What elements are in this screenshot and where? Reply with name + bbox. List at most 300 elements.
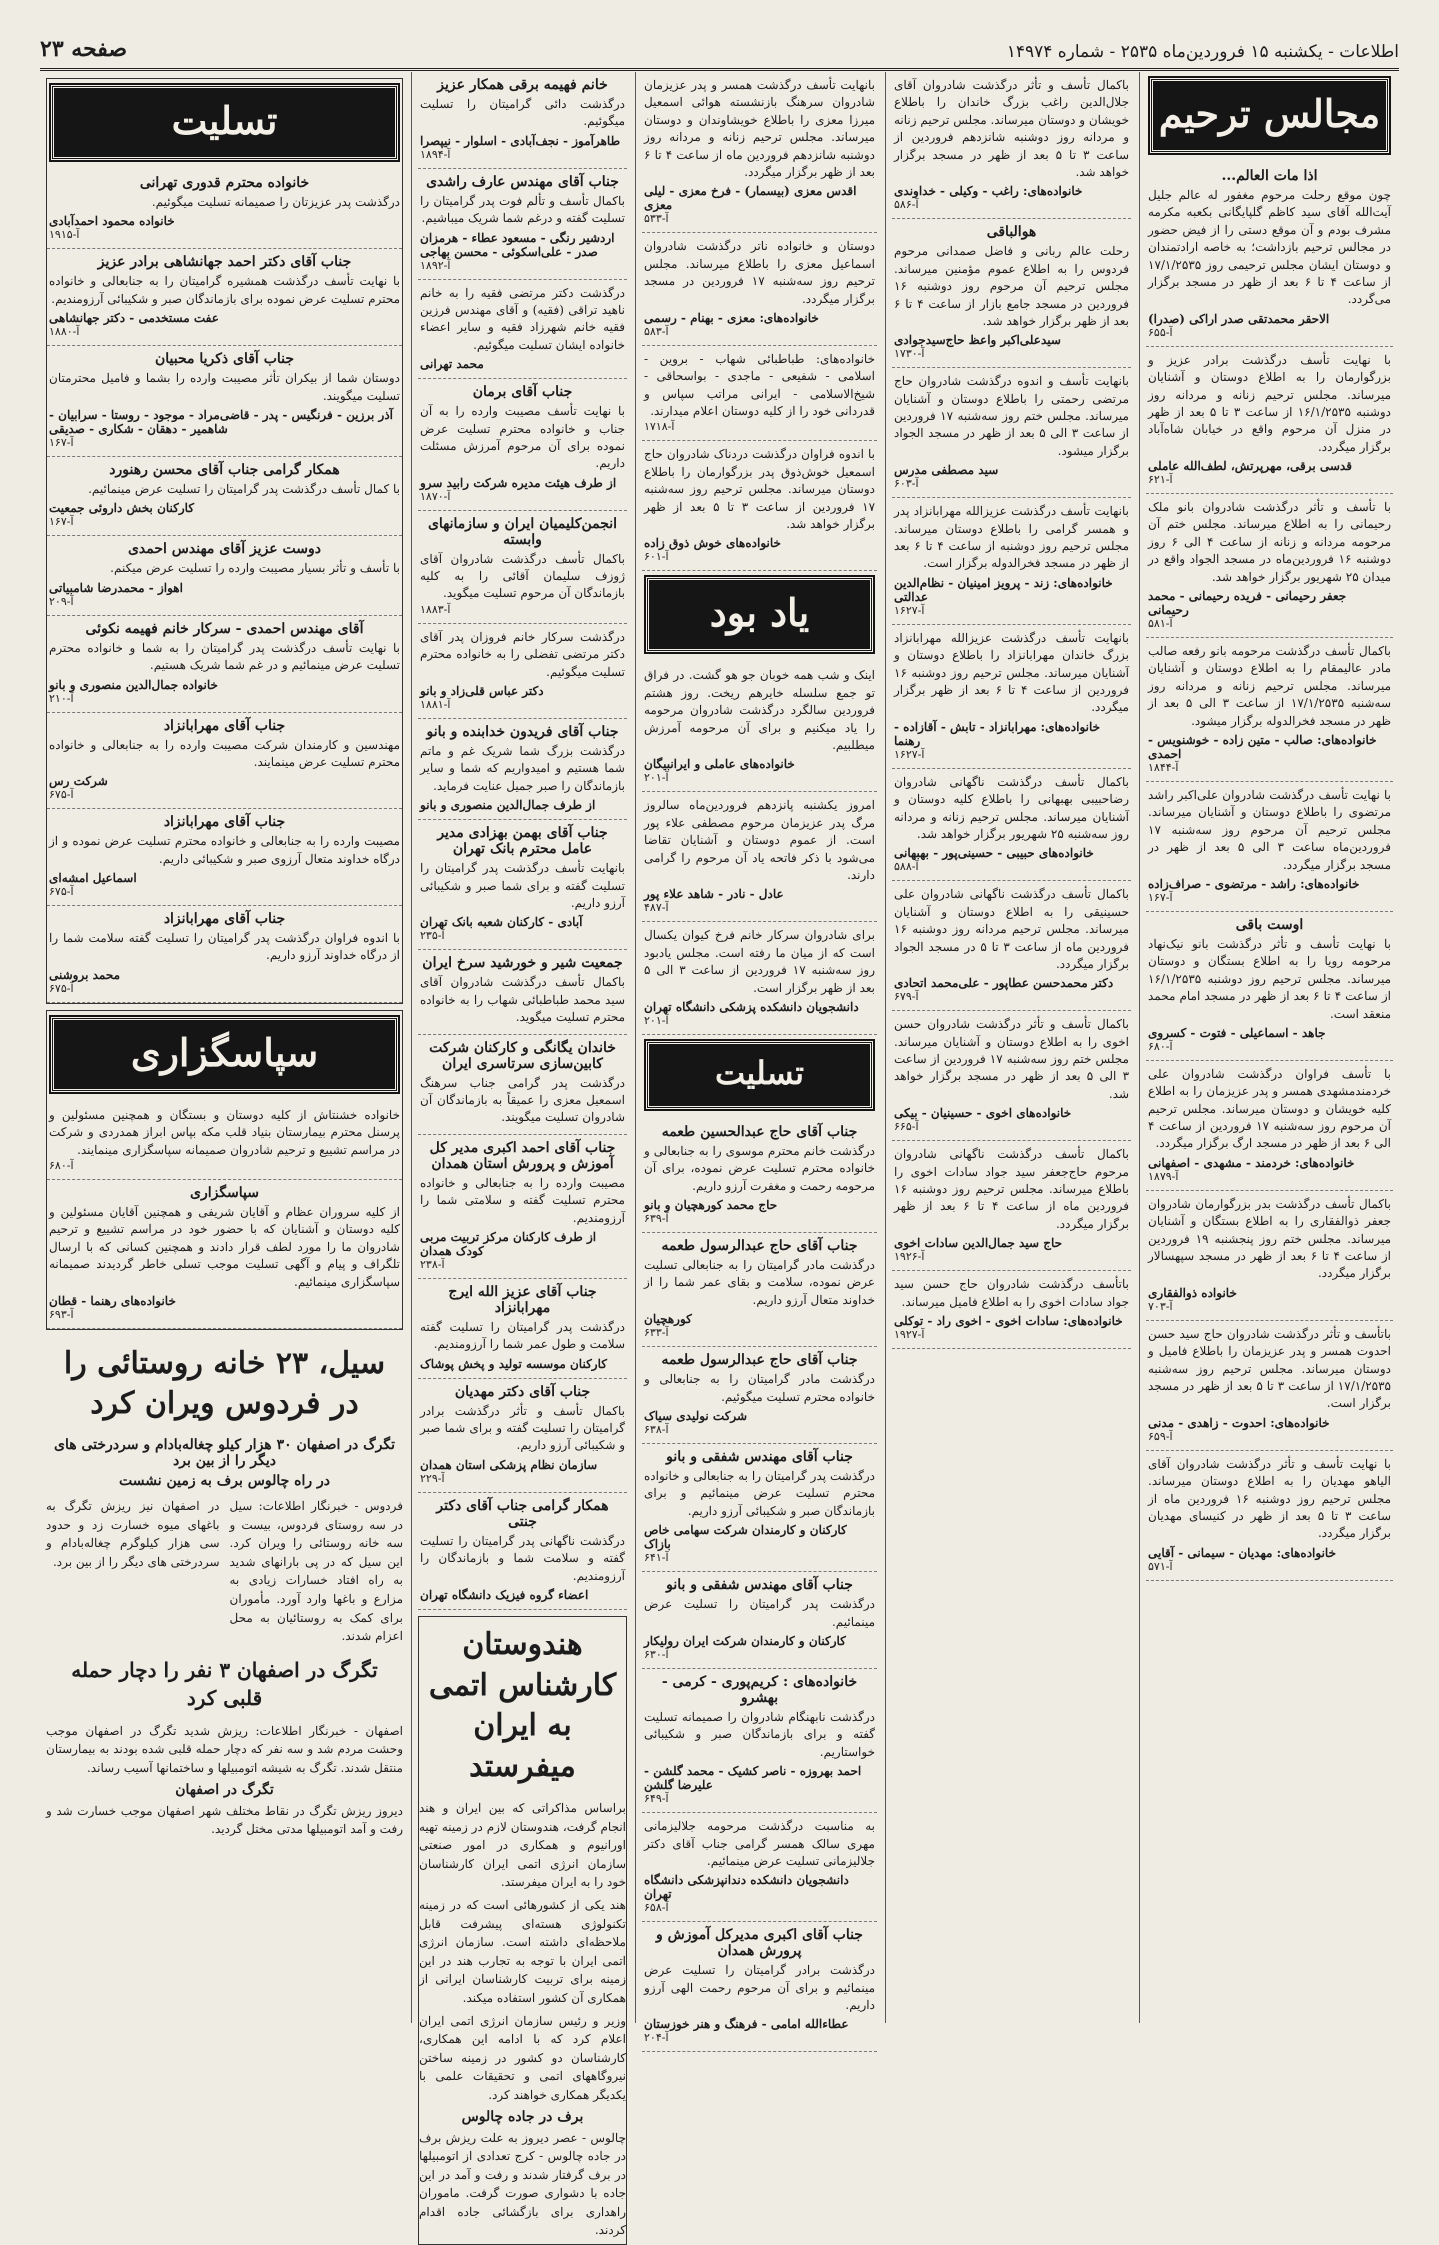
notice-signature: اسماعیل امشه‌ای	[49, 871, 137, 886]
notice-body: درگذشت سرکار خانم فروزان پدر آقای دکتر مرتضی تفضلی را به خانواده محترم تسلیت میگوئیم.	[420, 629, 625, 679]
notice	[892, 368, 1131, 498]
notice-code: آ-۱۹۱۵	[49, 228, 80, 242]
notice	[418, 1279, 627, 1379]
news-article	[418, 1616, 627, 2245]
notice-body: باکمال تأسف درگذشت مرحومه بانو رفعه صالب مادر عالیمقام را به اطلاع دوستان و آشنایان میرساند. مجلس ترحیم زنانه و مردانه روز سه‌شنبه ۱۷/۱/۲۵۳۵ از ساعت ۳ الی ۵ بعد از ظهر در مسجد فخرالدوله برگزار میشود.	[1148, 644, 1391, 728]
notice-code: آ-۱۸۷۹	[1148, 1169, 1179, 1183]
notice-signature: خانواده‌های: صالب - متین زاده - خوشنویس - احمدی	[1148, 732, 1377, 761]
notice-code: آ-۱۶۲۷	[894, 603, 925, 617]
notice	[892, 1141, 1131, 1271]
notice-signature: الاحقر محمدتقی صدر اراکی (صدرا)	[1148, 311, 1330, 326]
notice-body: درگذشت مادر گرامیتان را به جنابعالی و خانواده محترم تسلیت میگوئیم.	[644, 1372, 875, 1404]
notice-body: با اندوه فراوان درگذشت پدر گرامیتان را تسلیت گفته سلامت شما را از درگاه خداوند آرزو داریم.	[49, 931, 400, 963]
notice-body: باکمال تأسف و تأثر درگذشت برادر گرامیتان را تسلیت گفته و برای شما صبر و شکیبائی آرزو داریم.	[420, 1403, 625, 1453]
notice-code: آ-۱۸۴۴	[1148, 760, 1179, 774]
notice-body: باکمال تأسف درگذشت ناگهانی شادروان رضا‌حبیبی بهبهانی را باطلاع کلیه دوستان و آشنایان میرساند. مجلس ترحیم زنانه و مردانه روز سه‌شنبه ۲۵ شهریور برگزار خواهد شد.	[894, 774, 1129, 841]
notice-body: با نهایت تأسف و تأثر درگذشت شادروان آقای الیاهو مهدیان را به اطلاع دوستان میرساند. مجلس ترحیم روز دوشنبه ۱۶ فروردین ماه از ساعت ۳ تا ۵ بعد از ظهر در کنیسای مهدیان برگزار میگردد.	[1148, 1456, 1392, 1541]
notice-body: دوستان شما از بیکران تأثر مصیبت وارده را بشما و فامیل محترمتان تسلیت میگویند.	[49, 371, 400, 403]
notice-signature: دانشجویان دانشکده پزشکی دانشگاه تهران	[644, 999, 859, 1014]
notice	[47, 713, 402, 810]
notice	[642, 792, 877, 922]
notice-code: آ-۶۵۹	[1148, 1429, 1173, 1443]
article-body	[46, 1493, 403, 1650]
notice-signature: خانواده‌های رهنما - قطان	[49, 1293, 176, 1308]
notice-code: آ-۱۶۷	[49, 435, 74, 449]
notice	[892, 881, 1131, 1011]
notice	[47, 906, 402, 1003]
notice-signature: عادل - نادر - شاهد علاء پور	[644, 887, 784, 902]
notice-body: درگذشت برادر گرامیتان را تسلیت عرض مینمائیم و برای آن مرحوم رحمت الهی آرزو داریم.	[644, 1963, 875, 2013]
notice-body: با تأسف فراوان درگذشت شادروان علی ‌خردمندمشهدی همسر و پدر عزیزمان را به اطلاع کلیه خویشان و دوستان میرساند. مجلس ترحیم آن مرحوم روز سه‌شنبه ۱۷ فروردین از ساعت ۴ الی ۶ بعد از ظهر در مسجد ارگ برگزار میگردد.	[1148, 1066, 1392, 1151]
notice-body: درگذشت خانم محترم موسوی را به جنابعالی و خانواده محترم تسلیت عرض نموده، برای آن مرحومه رحمت و مغفرت آرزو داریم.	[644, 1143, 875, 1193]
notice	[642, 1813, 877, 1922]
notice-signature: خانواده‌های عاملی و ایرانبیگان	[644, 757, 795, 772]
notice-title: اذا مات العالم...	[1221, 168, 1318, 184]
notice-list	[47, 170, 402, 1003]
notice	[1146, 638, 1393, 782]
paper-info: اطلاعات - یکشنبه ۱۵ فروردین‌ماه ۲۵۳۵ - شماره ۱۴۹۷۴	[1006, 42, 1399, 62]
notice-signature: سازمان نظام پزشکی استان همدان	[420, 1457, 598, 1472]
notice	[1146, 1451, 1393, 1581]
notice-title: جناب آقای بهمن بهزادی مدیر عامل محترم بانک تهران	[437, 825, 608, 858]
notice-signature: خانواده محمود احمدآبادی	[49, 214, 175, 229]
notice-code: آ-۶۳۹	[644, 1212, 669, 1226]
notice-body: بانهایت تأسف و اندوه درگذشت شادروان حاج مرتضی رحمتی را باطلاع دوستان و آشنایان میرساند. مجلس ختم روز سه‌شنبه ۱۷ فروردین از ساعت ۳ الی ۵ بعد از ظهر در مسجد الجواد برگزار میشود.	[894, 374, 1129, 458]
notice-title: خاندان یگانگی و کارکنان شرکت کابین‌سازی سرتاسری ایران	[429, 1039, 616, 1072]
notice-title: جناب آقای فریدون خدابنده و بانو	[426, 724, 619, 741]
notice-signature: دانشجویان دانشکده دندانپزشکی دانشگاه تهران	[644, 1873, 849, 1902]
notice-body: باکمال تأسف و تألم فوت پدر گرامیتان را تسلیت گفته و درغم شما شریک میباشیم.	[420, 193, 625, 226]
notice	[892, 1011, 1131, 1141]
notice-title: همکار گرامی جناب آقای دکتر جنتی	[436, 1497, 609, 1530]
article-paragraph: اصفهان - خبرنگار اطلاعات: ریزش شدید تگرگ در اصفهان موجب وحشت مردم شد و سه نفر که دچار حمله قلبی شده بودند به بیمارستان منتقل شدند. تگرگ به شیشه اتومبیلها و ساختمانها آسیب رساند.	[46, 1723, 403, 1775]
notice-title: جناب آقای حاج عبدالحسین طعمه	[661, 1123, 858, 1140]
notice	[1146, 782, 1393, 912]
notice-signature: سیدعلی‌اکبر واعظ حاج‌سیدجوادی	[894, 333, 1061, 348]
notice-code: آ-۶۳۰	[644, 1647, 669, 1661]
notice	[892, 1271, 1131, 1349]
notice-code: آ-۶۹۳	[49, 1307, 74, 1321]
notice-title: جناب آقای احمد اکبری مدیر کل آموزش و پرورش استان همدان	[429, 1139, 616, 1172]
notice-title: اوست باقی	[1235, 916, 1304, 933]
column-4	[411, 72, 633, 2238]
notice-body: با نهایت تأسف درگذشت همشیره گرامیتان را به جنابعالی و خانواده محترم تسلیت عرض نموده برای بازماندگان صبر و شکیبائی آرزومندیم.	[49, 274, 400, 306]
notice-body: بانهایت تأسف درگذشت عزیزالله مهرابانزاد بزرگ خاندان مهرابانزاد را باطلاع دوستان و آشنایان میرساند. مجلس ترحیم روز دوشنبه ۱۶ فروردین از ساعت ۴ تا ۶ بعد از ظهر برگزار میگردد.	[894, 630, 1129, 715]
notice-body: مصیبت وارده را به جنابعالی و خانواده محترم تسلیت عرض نموده و از درگاه خداوند متعال آرزوی صبر و شکیبائی داریم.	[49, 834, 400, 866]
notice-body: باکمال تأسف و تأثر درگذشت شادروان آقای جلال‌الدین راغب بزرگ خاندان را باطلاع خویشان و دوستان میرساند. مجلس ترحیم زنانه و مردانه روز دوشنبه شانزدهم فروردین از ساعت ۳ تا ۵ بعد از ظهر در مسجد برگزار خواهد شد.	[894, 78, 1130, 179]
article-headline: هندوستان کارشناس اتمی به ایران میفرستد	[428, 1627, 617, 1784]
notice-signature: احمد بهروزه - ناصر کشیک - محمد گلشن - علیرضا گلشن	[644, 1764, 862, 1793]
notice-signature: خانواده‌های: معزی - بهنام - رسمی	[644, 310, 819, 325]
notice-signature: محمد بروشنی	[49, 967, 121, 982]
notice-code: آ-۱۸۸۱	[420, 698, 451, 712]
notice	[642, 1922, 877, 2052]
notice-signature: از طرف هیئت مدیره شرکت رابید سرو	[420, 475, 617, 490]
notice-signature: شرکت نولیدی سیاک	[644, 1409, 748, 1424]
notice-body: درگذشت دکتر مرتضی فقیه را به خانم ناهید تراقی (فقیه) و آقای مهندس فرزین فقیه خانم شهرزاد فقیه و سایر اعضاء خانواده ایشان تسلیت میگوئیم.	[420, 285, 625, 352]
notice-code: آ-۱۶۲۷	[894, 747, 925, 761]
notice	[47, 536, 402, 615]
notice-body: امروز یکشنبه پانزدهم فروردین‌ماه سالروز مرگ پدر عزیزمان مرحوم مصطفی علاء پور است. از عموم دوستان و آشنایان تقاضا می‌شود با ذکر فاتحه یاد آن مرحوم را گرامی دارند.	[644, 798, 875, 882]
notice-signature: طاهرآموز - نجف‌آبادی - اسلوار - نیپصرا	[420, 133, 621, 148]
notice-code: آ-۱۸۷۰	[420, 489, 451, 503]
notice-signature: قدسی برقی، مهرپرتش، لطف‌الله عاملی	[1148, 459, 1352, 474]
notice-signature: خانواده‌های: خردمند - مشهدی - اصفهانی	[1148, 1155, 1355, 1170]
notice-body: درگذشت پدر عزیزتان را صمیمانه تسلیت میگوئیم.	[151, 195, 400, 209]
notice-signature: خانواده جمال‌الدین منصوری و بانو	[49, 677, 218, 692]
notice-signature: از طرف جمال‌الدین منصوری و بانو	[420, 798, 596, 813]
notice	[418, 1493, 627, 1610]
thanks-list	[47, 1102, 402, 1329]
notice-code: آ-۷۰۳	[1148, 1299, 1173, 1313]
notice-code: آ-۶۰۳	[894, 477, 919, 491]
article-paragraph: هند یکی از کشورهائی است که در زمینه تکنولوژی هسته‌ای پیشرفت قابل ملاحظه‌ای داشته است. سازمان انرژی اتمی ایران با توجه به تجارب هند در این زمینه برای تربیت کارشناسان ایرانی از همکاری آن کشور استفاده میکند.	[419, 1897, 626, 2005]
notice-title: جناب آقای مهرابانزاد	[163, 814, 286, 831]
article-paragraph: دیروز ریزش تگرگ در نقاط مختلف شهر اصفهان موجب خسارت شد و رفت و آمد اتومبیلها مدتی مختل گردید.	[46, 1803, 403, 1837]
notice-body: با نهایت تأسف درگذشت شادروان علی‌اکبر راشد مرتضوی را باطلاع دوستان و آشنایان میرساند. مجلس ترحیم آن مرحوم روز سه‌شنبه ۱۷ فروردین‌ماه ساعت ۳ الی ۵ بعد از ظهر در مسجد برگزار میگردد.	[1148, 787, 1392, 872]
notice	[418, 820, 627, 950]
article-subhead: در راه چالوس برف به زمین نشست	[118, 1472, 331, 1489]
notice-code: آ-۱۸۸۳	[420, 602, 451, 616]
notice	[47, 1102, 402, 1180]
notice-code: آ-۲۰۹	[49, 594, 74, 608]
notice-body: بانهایت تأسف درگذشت همسر و پدر عزیزمان شادروان سرهنگ بازنشسته هوائی اسمعیل میرزا معزی را باطلاع خویشاوندان و دوستان میرساند. مجلس ترحیم زنانه و مردانه روز دوشنبه شانزدهم فروردین ماه از ساعت ۴ تا ۶ بعد از ظهر برگزار میگردد.	[644, 78, 876, 179]
notice-body: درگذشت ناگهانی پدر گرامیتان را تسلیت گفته و سلامت شما و بازماندگان را آرزومندیم.	[420, 1533, 625, 1583]
notice-body: باکمال تأسف درگذشت شادروان آقای ژوزف سلیمان آقائی را به کلیه بازماندگان آن مرحوم تسلیت میگوید.	[420, 551, 625, 601]
notice-signature: خانواده‌های: مهدیان - سیمانی - آقایی	[1148, 1545, 1336, 1560]
columns	[40, 72, 1399, 2238]
notice	[47, 249, 402, 346]
notice-code: آ-۶۸۰	[1148, 1039, 1173, 1053]
article-paragraph: براساس مذاکراتی که بین ایران و هند انجام گرفت، هندوستان لازم در زمینه تهیه اورانیوم و همکاری در امور صنعتی سازمان انرژی اتمی ایران کارشناسان خود را به ایران میفرستد.	[419, 1801, 626, 1890]
notice-list	[642, 72, 877, 571]
notice-body: باتأسف و تأثر درگذشت شادروان حاج سید حسن احدوت همسر و پدر عزیزمان را باطلاع فامیل و دوستان میرساند. مجلس ترحیم روز سه‌شنبه ۱۷/۱/۲۵۳۵ از ساعت ۳ تا ۵ بعد از ظهر در مسجد برگزار است.	[1148, 1326, 1391, 1411]
notice	[1146, 1321, 1393, 1451]
notice-code: آ-۶۴۱	[644, 1551, 669, 1565]
notice-signature: عفت مستخدمی - دکتر جهانشاهی	[49, 311, 219, 326]
notice-body: دوستان و خانواده ناتر درگذشت شادروان اسماعیل معزی را باطلاع میرساند. مجلس ترحیم روز سه‌شنبه ۱۷ فروردین در مسجد برگزار میگردد.	[644, 239, 875, 306]
notice	[418, 169, 627, 280]
notice-body: با نهایت تأسف مصیبت وارده را به آن جناب و خانواده محترم تسلیت عرض نموده برای آن مرحوم آمرزش مسئلت داریم.	[420, 404, 625, 471]
notice-signature: خانواده‌های: احدوت - زاهدی - مدنی	[1148, 1415, 1330, 1430]
notice-code: آ-۶۲۱	[1148, 473, 1173, 487]
notice	[1146, 1191, 1393, 1321]
article-headline: تگرگ در اصفهان ۳ نفر را دچار حمله قلبی کرد	[71, 1657, 378, 1710]
thanks-banner: سپاسگزاری	[51, 1017, 398, 1092]
notice-title: جناب آقای دکتر مهدیان	[454, 1383, 591, 1400]
notice-code: آ-۱۸۹۲	[420, 258, 451, 272]
notice-title: جناب آقای عزیز الله ایرج مهرابانزاد	[448, 1283, 597, 1316]
notice-title: جناب آقای مهرابانزاد	[163, 717, 286, 734]
article-paragraph: فردوس - خبرنگار اطلاعات: سیل در سه روستای فردوس، بیست و سه خانه روستائی را ویران کرد. این سیل که در پی بارانهای شدید به راه افتاد خسارات زیادی به مزارع و باغها وارد آورد. مأموران برای کمک به روستائیان به محل اعزام شدند.	[229, 1498, 403, 1644]
notice	[1146, 1061, 1393, 1191]
notice-body: با کمال تأسف درگذشت پدر گرامیتان را تسلیت عرض مینمائیم.	[88, 481, 400, 496]
article-paragraph: چالوس - عصر دیروز به علت ریزش برف در جاده چالوس - کرج تعدادی از اتومبیلها در برف گرفتار شدند و رفت و آمد در این جاده با دشواری صورت گرفت. ماموران راهداری برای بازگشائی جاده اقدام کردند.	[419, 2130, 626, 2238]
notice-body: با اندوه فراوان درگذشت دردناک شادروان حاج اسمعیل خوش‌ذوق پدر بزرگوارمان را باطلاع دوستان میرساند. مجلس ترحیم روز سه‌شنبه ۱۷ فروردین از ساعت ۳ تا ۵ بعد از ظهر برگزار خواهد شد.	[644, 447, 876, 532]
notice-signature: آذر برزین - فرنگیس - پدر - قاضی‌مراد - موجود - روستا - سرابیان - شاهمیر - دهقان - شکاری - صدیقی	[49, 407, 393, 436]
notice-title: جناب آقای مهندس عارف راشدی	[426, 173, 619, 190]
notice-title: جناب آقای برمان	[472, 384, 573, 401]
notice	[47, 1180, 402, 1329]
notice-code: آ-۲۳۵	[420, 929, 445, 943]
notice	[642, 1233, 877, 1347]
article-paragraph: در اصفهان نیز ریزش تگرگ به باغهای میوه خسارت زد و حدود سی هزار کیلوگرم چغاله‌بادام و سردرختی های دیگر را از بین برد.	[46, 1498, 220, 1569]
notice-body: برای شادروان سرکار خانم فرخ کیوان یکسال است که از میان ما رفته است. مجلس یادبود روز سه‌شنبه ۱۷ فروردین از ساعت ۳ الی ۵ بعد از ظهر برگزار است.	[644, 928, 876, 995]
notice-code: آ-۵۸۱	[1148, 617, 1173, 631]
notice-list	[418, 72, 627, 1610]
notice	[418, 511, 627, 624]
notice-body: درگذشت پدر گرامی جناب سرهنگ اسمعیل معزی را عمیقاً به بازماندگان آن شادروان تسلیت میگویند.	[420, 1075, 625, 1125]
notice	[47, 170, 402, 249]
notice-title: دوست عزیز آقای مهندس احمدی	[127, 541, 322, 558]
notice-code: آ-۵۸۸	[894, 860, 919, 874]
notice-signature: کارکنان موسسه تولید و پخش پوشاک	[420, 1356, 607, 1371]
notice-signature: سید مصطفی مدرس	[894, 463, 999, 478]
notice	[642, 1669, 877, 1813]
notice-body: بانهایت تأسف درگذشت پدر گرامیتان را تسلیت گفته و برای شما صبر و شکیبائی آرزو داریم.	[420, 861, 625, 910]
notice	[642, 1444, 877, 1572]
notice-body: درگذشت نابهنگام شادروان را صمیمانه تسلیت گفته و برای بازماندگان صبر و شکیبائی خواستاریم.	[644, 1709, 875, 1759]
notice-signature: حاج محمد کورهچیان و بانو	[644, 1198, 778, 1213]
notice	[418, 719, 627, 820]
notice-body: درگذشت بزرگ شما شریک غم و ماتم شما هستیم و امیدواریم که شما و سایر بازماندگان را صبر جمیل عنایت فرماید.	[420, 744, 625, 793]
notice-body: درگذشت پدر گرامیتان را تسلیت گفته سلامت و طول عمر شما را آرزومندیم.	[420, 1319, 625, 1352]
notice-title: خانم فهیمه برقی همکار عزیز	[437, 77, 608, 93]
notice	[892, 219, 1131, 368]
notice-signature: خانواده ذوالفقاری	[1148, 1285, 1237, 1300]
page-number: صفحه ۲۳	[40, 36, 128, 62]
notice-body: باتأسف درگذشت شادروان حاج حسن سید جواد سادات اخوی را به اطلاع فامیل میرساند.	[894, 1277, 1129, 1309]
notice-code: آ-۶۸۰	[49, 1159, 74, 1173]
notice-signature: کارکنان و کارمندان شرکت سهامی خاص بازاک	[644, 1523, 847, 1552]
notice-title: جناب آقای حاج عبدالرسول طعمه	[661, 1238, 858, 1255]
notice-code: آ-۵۸۶	[894, 198, 919, 212]
notice	[418, 1135, 627, 1279]
notice-title: سپاسگزاری	[189, 1185, 259, 1202]
notice-list	[1146, 163, 1393, 1581]
notice-title: جناب آقای مهندس شفقی و بانو	[666, 1577, 853, 1594]
notice	[47, 346, 402, 457]
notice-code: آ-۵۳۳	[644, 212, 669, 226]
notice	[418, 1035, 627, 1135]
notice-title: جناب آقای اکبری مدیرکل آموزش و پرورش همدان	[656, 1927, 863, 1960]
notice-signature: کارکنان بخش داروئی جمعیت	[49, 501, 195, 516]
notice-signature: از طرف کارکنان مرکز تربیت مربی کودک همدان	[420, 1229, 597, 1258]
notice	[642, 662, 877, 792]
notice	[1146, 912, 1393, 1061]
condolence-banner: تسلیت	[646, 1041, 873, 1109]
notice-body: درگذشت دائی گرامیتان را تسلیت میگوئیم.	[420, 97, 625, 129]
notice-code: آ-۶۵۸	[644, 1901, 669, 1915]
notice-signature: خانواده‌های: راغب - وکیلی - خداوندی	[894, 184, 1083, 199]
notice-signature: خانواده‌های: زند - پرویز امینیان - نظام‌الدین عدالتی	[894, 575, 1113, 604]
notice-signature: خانواده‌های خوش ذوق زاده	[644, 536, 781, 551]
article-subhead: برف در جاده چالوس	[461, 2108, 584, 2125]
notice-title: جمعیت شیر و خورشید سرخ ایران	[422, 955, 623, 972]
notice-signature: کورهچیان	[644, 1312, 692, 1327]
notice-code: آ-۱۶۷	[1148, 890, 1173, 904]
article-headline: سیل، ۲۳ خانه روستائی را در فردوس ویران کرد	[63, 1345, 386, 1422]
notice-code: آ-۲۰۴	[644, 2031, 669, 2045]
notice-body: درگذشت مادر گرامیتان را به جنابعالی تسلیت عرض نموده، سلامت و بقای عمر شما را از خداوند متعال آرزو داریم.	[644, 1258, 875, 1307]
notice-signature: کارکنان و کارمندان شرکت ایران رولیکار	[644, 1633, 846, 1648]
notice	[642, 233, 877, 346]
remembrance-banner: یاد بود	[646, 577, 873, 652]
notice	[418, 624, 627, 719]
memorial-list	[642, 662, 877, 1034]
notice-body: با نهایت تأسف و تأثر درگذشت بانو نیک‌نهاد مرحومه رویا را به اطلاع بستگان و دوستان میرساند. مجلس ترحیم روز دوشنبه ۱۶/۱/۲۵۳۵ از ساعت ۴ تا ۶ بعد از ظهر در مسجد امام محمد منعقد است.	[1148, 936, 1392, 1021]
notice-signature: اقدس معزی (بیسمار) - فرخ معزی - لیلی معزی	[644, 184, 857, 213]
notice-title: هوالباقی	[986, 224, 1037, 241]
notice-code: آ-۲۰۱	[644, 1013, 669, 1027]
notice-signature: اهواز - محمدرضا شامبیاتی	[49, 580, 183, 595]
notice	[642, 441, 877, 571]
notice	[47, 809, 402, 906]
notice-body: درگذشت پدر گرامیتان را به جنابعالی و خانواده محترم تسلیت عرض مینمائیم و برای بازماندگان صبر و شکیبائی آرزو داریم.	[644, 1469, 875, 1518]
notice-body: رحلت عالم ربانی و فاضل صمدانی مرحوم فردوس را به اطلاع عموم مؤمنین میرساند. مجلس ترحیم آن مرحوم روز دوشنبه ۱۶ فروردین در مسجد جامع بازار از ساعت ۴ تا ۶ بعد از ظهر برگزار خواهد شد.	[894, 244, 1130, 328]
notice	[892, 498, 1131, 625]
notice-signature: عطاءالله امامی - فرهنگ و هنر خوزستان	[644, 2017, 849, 2032]
notice	[418, 1379, 627, 1493]
notice-title: انجمن‌کلیمیان ایران و سازمانهای وابسته	[427, 515, 618, 548]
notice-code: آ-۲۰۱	[644, 771, 669, 785]
notice-body: با نهایت تأسف درگذشت پدر گرامیتان را به شما و خانواده محترم تسلیت عرض مینمائیم و در غم شما شریک هستیم.	[49, 640, 400, 673]
condolence-banner: تسلیت	[51, 85, 398, 160]
notice-body: باکمال تأسف درگذشت ناگهانی شادروان علی حسینیقی را به اطلاع دوستان و آشنایان میرساند. مجلس ترحیم مردانه روز دوشنبه ۱۶ فروردین ماه از ساعت ۳ تا ۵ در مسجد الجواد برگزار میگردد.	[894, 887, 1129, 971]
notice-body: با تأسف و تأثر بسیار مصیبت وارده را تسلیت عرض میکنم.	[110, 561, 400, 576]
notice-title: خانواده‌های : کریم‌پوری - کرمی - بهشرو	[661, 1673, 858, 1706]
notice	[418, 379, 627, 511]
notice	[47, 616, 402, 713]
condolence-list	[642, 1119, 877, 2053]
notice-code: آ-۵۷۱	[1148, 1559, 1173, 1573]
notice-list	[892, 72, 1131, 1349]
notice-code: آ-۶۳۸	[644, 1423, 669, 1437]
notice-code: آ-۶۷۵	[49, 788, 74, 802]
notice	[642, 346, 877, 442]
notice-code: آ-۴۸۷	[644, 901, 669, 915]
notice-body: باکمال تأسف و تأثر درگذشت شادروان حسن اخوی را به اطلاع دوستان و آشنایان میرساند. مجلس ختم روز سه‌شنبه ۱۷ فروردین از ساعت ۳ الی ۵ بعد از ظهر در مسجد برگزار خواهد شد.	[894, 1017, 1130, 1101]
notice-body: مهندسین و کارمندان شرکت مصیبت وارده را به جنابعالی و خانواده محترم تسلیت عرض مینمایند.	[49, 737, 400, 769]
article-subhead: تگرگ در اصفهان	[175, 1781, 274, 1798]
notice-title: جناب آقای حاج عبدالرسول طعمه	[661, 1352, 858, 1369]
notice	[1146, 494, 1393, 638]
notice	[642, 1347, 877, 1444]
notice-body: با نهایت تأسف درگذشت برادر عزیز و بزرگوارمان را به اطلاع دوستان و آشنایان میرساند. مجلس ترحیم زنانه و مردانه روز دوشنبه ۱۶/۱/۲۵۳۵ از ساعت ۳ تا ۵ بعد از ظهر در منزل آن مرحوم واقع در خیابان شاه‌آباد برگزار میگردد.	[1148, 352, 1392, 454]
notice-signature: جعفر رحیمانی - فریده رحیمانی - محمد رحیمانی	[1148, 589, 1347, 618]
notice-code: آ-۱۷۱۸	[644, 420, 675, 434]
column-5	[40, 72, 409, 2023]
notice-code: آ-۱۶۷	[49, 515, 74, 529]
news-article	[46, 1336, 403, 1839]
notice	[1146, 163, 1393, 347]
notice-code: آ-۱۹۲۷	[894, 1327, 925, 1341]
masthead	[40, 28, 1399, 71]
notice-signature: خانواده‌های: مهرابانزاد - تابش - آقازاده - رهنما	[894, 719, 1101, 748]
notice-code: آ-۲۲۹	[420, 1471, 445, 1485]
notice	[892, 72, 1131, 219]
column-1	[1139, 72, 1399, 2023]
notice	[418, 72, 627, 169]
notice-body: باکمال تأسف درگذشت شادروان آقای سید محمد طباطبائی شهاب را به خانواده محترم تسلیت میگوید.	[420, 975, 625, 1025]
notice-signature: آبادی - کارکنان شعبه بانک تهران	[420, 915, 583, 930]
column-2	[885, 72, 1137, 2023]
column-3	[635, 72, 883, 2045]
notice-signature: اعضاء گروه فیزیک دانشگاه تهران	[420, 1588, 589, 1603]
notice-code: آ-۱۷۳۰	[894, 347, 925, 361]
notice-signature: شرکت رس	[49, 774, 108, 789]
notice-code: آ-۶۳۳	[644, 1326, 669, 1340]
notice-code: آ-۶۴۹	[644, 1792, 669, 1806]
thanks-box	[46, 1010, 403, 1330]
notice-code: آ-۵۸۳	[644, 324, 669, 338]
article-paragraph: وزیر و رئیس سازمان انرژی اتمی ایران اعلام کرد که با ادامه این همکاری، کارشناسان دو کشور در زمینه ساختن نیروگاههای اتمی و تحقیقات علمی با یکدیگر همکاری خواهند کرد.	[419, 2013, 626, 2102]
notice	[418, 280, 627, 380]
notice	[1146, 347, 1393, 494]
notice-signature: اردشیر رنگی - مسعود عطاء - هرمزان صدر - علی‌اسکوئی - محسن بهاجی	[420, 230, 615, 259]
condolence-box	[46, 78, 403, 1004]
notice-body: چون موقع رحلت مرحوم مغفور له عالم جلیل آیت‌الله آقای سید کاظم گلپایگانی بکعبه مکرمه مشرف بودم و آن موقع دستی را از فیض حضور در مجالس ترحیم بازداشت؛ به خاصه ارادتمندان و دوستان ایشان مجلس ترحیمی روز ۱۷/۱/۲۵۳۵ از ساعت ۴ تا ۶ بعد از ظهر در مسجد برگزار می‌گردد.	[1148, 188, 1391, 307]
notice-title: جناب آقای مهندس شفقی و بانو	[666, 1449, 853, 1466]
notice	[642, 1572, 877, 1669]
notice-body: اینک و شب همه خوبان جو هو گشت. در فراق تو جمع سلسله خایرهم ریخت. روز هشتم فروردین سالگرد درگذشت شادروان مرحومه را یاد میکنیم و برای آن مرحومه آمرزش میطلبیم.	[644, 668, 875, 752]
notice-code: آ-۱۸۸۰	[49, 325, 80, 339]
notice-title: جناب آقای ذکریا محبیان	[154, 351, 295, 368]
notice-signature: جاهد - اسماعیلی - فتوت - کسروی	[1148, 1025, 1326, 1040]
notice-code: آ-۶۰۱	[644, 550, 669, 564]
notice-signature: خانواده‌های حبیبی - حسینی‌پور - بهبهانی	[894, 846, 1094, 861]
notice-body: باکمال تأسف درگذشت بدر بزرگوارمان شادروان جعفر ذوالفقاری را به اطلاع بستگان و آشنایان میرساند. مجلس ختم روز پنجشنبه ۱۹ فروردین از ساعت ۴ تا ۶ بعد از ظهر در مسجد سپهسالار برگزار میگردد.	[1148, 1196, 1392, 1281]
notice-signature: دکتر عباس قلی‌زاد و بانو	[420, 684, 544, 699]
notice	[642, 922, 877, 1035]
notice-code: آ-۶۶۵	[894, 1120, 919, 1134]
notice-body: باکمال تأسف درگذشت ناگهانی شادروان مرحوم حاج‌جعفر سید جواد سادات اخوی را باطلاع میرساند. مجلس ترحیم روز دوشنبه ۱۶ فروردین ماه از ساعت ۴ تا ۶ بعد از ظهر برگزار میگردد.	[894, 1147, 1129, 1231]
notice-title: همکار گرامی جناب آقای محسن رهنورد	[109, 461, 340, 478]
notice-code: آ-۶۵۵	[1148, 325, 1173, 339]
notice	[642, 72, 877, 233]
notice-code: آ-۱۸۹۴	[420, 147, 451, 161]
notice	[892, 625, 1131, 769]
notice-body: مصیبت وارده را به جنابعالی و خانواده محترم تسلیت گفته و سلامتی شما را آرزومندیم.	[420, 1175, 625, 1225]
notice-title: جناب آقای دکتر احمد جهانشاهی برادر عزیز	[97, 254, 352, 271]
notice-body: خانواده خشنتاش از کلیه دوستان و بستگان و همچنین مسئولین و پرسنل محترم بیمارستان بنیاد قلب مکه بپاس ابراز همدردی و شرکت در مراسم تشییع و ترحیم شادروان صمیمانه سپاسگزاری مینمایند.	[49, 1107, 400, 1157]
notice-signature: خانواده‌های: سادات اخوی - اخوی راد - توکلی	[894, 1313, 1123, 1328]
notice-code: آ-۶۷۵	[49, 981, 74, 995]
notice-code: آ-۲۱۰	[49, 691, 74, 705]
notice-body: با تأسف و تأثر درگذشت شادروان بانو ملک رحیمانی را به اطلاع میرساند. مجلس ختم آن مرحومه مردانه و زنانه از ساعت ۴ الی ۶ روز دوشنبه ۱۶ فروردین‌ماه در مسجد الجواد واقع در میدان ۲۵ شهریور برگزار خواهد شد.	[1148, 500, 1392, 584]
article-subhead: تگرگ در اصفهان ۳۰ هزار کیلو چغاله‌بادام و سردرختی های دیگر را از بین برد	[54, 1436, 395, 1469]
notice-body: درگذشت پدر گرامیتان را تسلیت عرض مینمائیم.	[644, 1597, 875, 1629]
notice-signature: حاج سید جمال‌الدین سادات اخوی	[894, 1236, 1063, 1251]
notice-signature: محمد تهرانی	[420, 357, 484, 372]
notice-code: آ-۱۹۲۶	[894, 1250, 925, 1264]
notice	[47, 457, 402, 536]
notice-signature: خانواده‌های اخوی - حسینیان - بیکی	[894, 1106, 1072, 1121]
notice-body: از کلیه سروران عظام و آقایان شریفی و همچنین آقایان مسئولین و کلیه دوستان و آشنایان که با حضور خود در مراسم تشییع و ترحیم شادروان ما را مورد لطف قرار دادند و همچنین کسانی که با ارسال تلگراف و پیام و آگهی تسلیت موجب تسلی خاطر گردیدند صمیمانه سپاسگزاری مینمائیم.	[49, 1205, 400, 1289]
notice-body: به مناسبت درگذشت مرحومه جلالیزمانی مهری سالک همسر گرامی جناب آقای دکتر جلالیزمانی تسلیت عرض مینمائیم.	[644, 1819, 875, 1868]
notice-signature: خانواده‌های: راشد - مرتضوی - صراف‌زاده	[1148, 876, 1360, 891]
notice	[892, 769, 1131, 882]
memorial-banner: مجالس ترحیم	[1150, 78, 1389, 153]
notice-code: آ-۶۷۹	[894, 990, 919, 1004]
notice-title: جناب آقای مهرابانزاد	[163, 911, 286, 928]
notice-signature: دکتر محمدحسن عطاپور - علی‌محمد اتحادی	[894, 976, 1114, 991]
notice-body: بانهایت تأسف درگذشت عزیزالله مهرابانزاد پدر و همسر گرامی را باطلاع دوستان میرساند. مجلس ترحیم روز دوشنبه از ساعت ۴ تا ۶ بعد از ظهر در مسجد فخرالدوله برگزار است.	[894, 504, 1129, 571]
notice-body: خانواده‌های: طباطبائی شهاب - بروین - اسلامی - شفیعی - ماجدی - بواسحاقی - شیخ‌الاسلامی - ایرانی مراتب سپاس و قدردانی خود را از کلیه دوستان اعلام میدارند.	[644, 351, 875, 419]
notice-title: خانواده محترم قدوری تهرانی	[139, 175, 310, 191]
notice-title: آقای مهندس احمدی - سرکار خانم فهیمه نکوئی	[85, 620, 364, 637]
notice	[418, 950, 627, 1034]
